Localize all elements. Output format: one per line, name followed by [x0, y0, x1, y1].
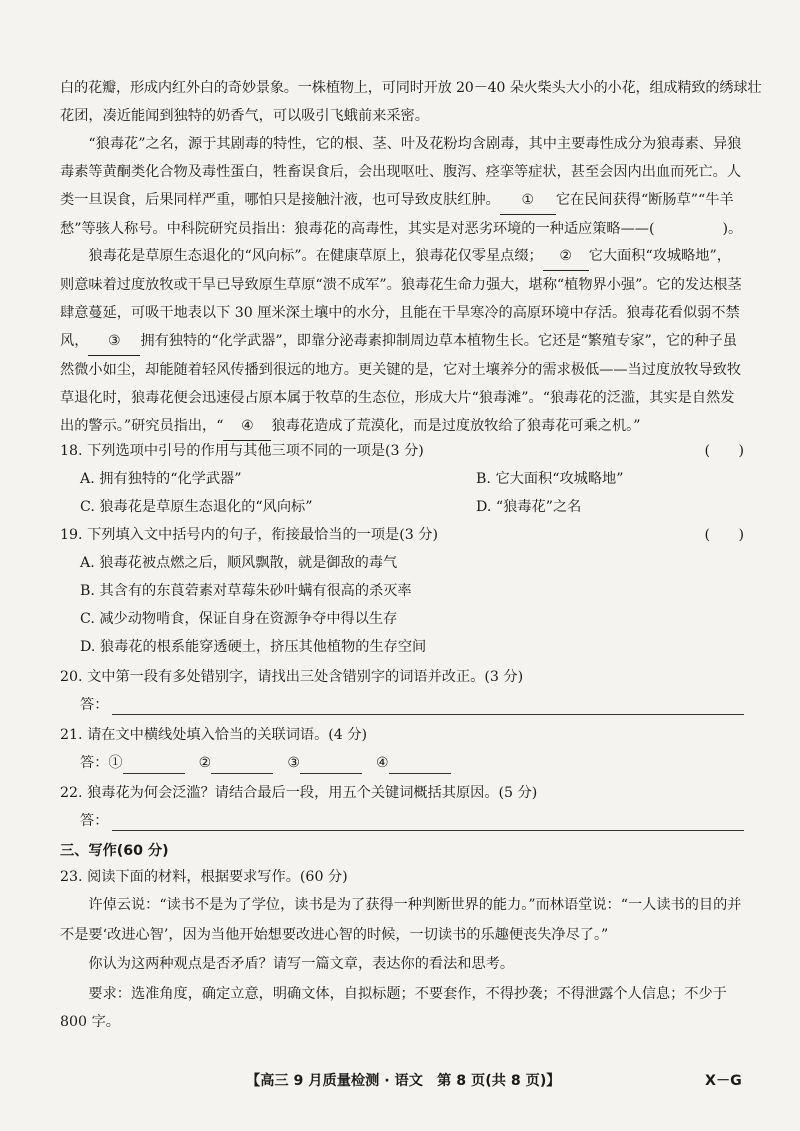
page-footer-code: X－G [705, 1073, 742, 1089]
question-18-option-c[interactable]: C. 狼毒花是草原生态退化的“风向标” [80, 499, 313, 515]
question-21-num-3: ③ [287, 755, 301, 771]
paragraph-3-text-b: 它大面积“攻城略地”，则意味着过度放牧或干旱已导致原生草原“溃不成军”。狼毒花生命力强大，堪称“植物界小强”。它的发达根茎肆意蔓延，可吸干地表以下 30 厘米深土壤中的水分，且能在干旱寒冷的高原环境中存活。狼毒花看似弱不禁风， [60, 248, 742, 349]
question-19-stem: 19. 下列填入文中括号内的句子，衔接最恰当的一项是(3 分) [60, 527, 438, 543]
paragraph-3-text-a: 狼毒花是草原生态退化的“风向标”。在健康草原上，狼毒花仅零星点缀； [88, 248, 543, 264]
question-21-slot-1[interactable] [123, 757, 185, 774]
question-22-stem: 22. 狼毒花为何会泛滥？请结合最后一段，用五个关键词概括其原因。(5 分) [60, 785, 538, 801]
question-18-option-d[interactable]: D. “狼毒花”之名 [476, 499, 582, 515]
paragraph-2-text-c: )。 [722, 221, 743, 237]
question-22-answer-line[interactable] [112, 810, 744, 831]
question-20-stem: 20. 文中第一段有多处错别字，请找出三处含错别字的词语并改正。(3 分) [60, 669, 524, 685]
question-20-answer-label: 答： [80, 697, 109, 713]
question-21-num-4: ④ [376, 755, 389, 771]
question-19-answer-paren[interactable]: ( ) [704, 527, 744, 543]
passage-paragraph-2 [60, 130, 744, 243]
question-18-stem: 18. 下列选项中引号的作用与其他三项不同的一项是(3 分) [60, 443, 424, 459]
question-21-answer-row [80, 752, 465, 774]
writing-material: 许倬云说：“读书不是为了学位，读书是为了获得一种判断世界的能力。”而林语堂说：“一人读书的目的并不是要‘改进心智’，因为当他开始想要改进心智的时候，一切读书的乐趣便丧失净尽了。” [60, 897, 742, 943]
question-22-answer-label: 答： [80, 813, 109, 829]
page-footer-title: 【高三 9 月质量检测 · 语文 第 8 页(共 8 页)】 [246, 1073, 561, 1089]
question-19-option-d[interactable]: D. 狼毒花的根系能穿透硬土，挤压其他植物的生存空间 [80, 639, 427, 655]
passage-paragraph-1 [60, 74, 762, 130]
paragraph-1-line-2: 花团，凑近能闻到独特的奶香气，可以吸引飞蛾前来采密。 [60, 108, 429, 124]
blank-1: ① [500, 186, 556, 215]
question-19-option-b[interactable]: B. 其含有的东莨菪素对草莓朱砂叶螨有很高的杀灭率 [80, 583, 412, 599]
question-21-slot-2[interactable] [211, 757, 273, 774]
question-19-option-c[interactable]: C. 减少动物啃食，保证自身在资源争夺中得以生存 [80, 611, 398, 627]
paragraph-2-text-a: “狼毒花”之名，源于其剧毒的特性，它的根、茎、叶及花粉均含剧毒，其中主要毒性成分为狼毒素、异狼毒素等黄酮类化合物及毒性蛋白，牲畜误食后，会出现呕吐、腹泻、痉挛等症状，甚至会因内出血而死亡。人类一旦误食，后果同样严重，哪怕只是接触汁液，也可导致皮肤红肿。 [60, 136, 742, 208]
question-23-stem: 23. 阅读下面的材料，根据要求写作。(60 分) [60, 869, 348, 885]
question-21-stem: 21. 请在文中横线处填入恰当的关联词语。(4 分) [60, 727, 368, 743]
writing-prompt: 你认为这两种观点是否矛盾？请写一篇文章，表达你的看法和思考。 [88, 956, 515, 972]
question-19-option-a[interactable]: A. 狼毒花被点燃之后，顺风飘散，就是御敌的毒气 [80, 555, 398, 571]
question-21-slot-4[interactable] [389, 757, 451, 774]
section-writing-heading: 三、写作(60 分) [60, 843, 169, 859]
writing-requirements: 要求：选准角度，确定立意，明确文体，自拟标题；不要套作，不得抄袭；不得泄露个人信息；不少于 800 字。 [60, 986, 727, 1030]
blank-2: ② [543, 242, 589, 271]
blank-4: ④ [223, 412, 271, 441]
paragraph-2-text-b: 它在民间获得“断肠草”“牛羊愁”等骇人称号。中科院研究员指出：狼毒花的高毒性，其实是对恶劣环境的一种适应策略——( [60, 192, 734, 237]
question-21-num-2: ② [198, 755, 212, 771]
paragraph-3-text-c: 拥有独特的“化学武器”，即靠分泌毒素抑制周边草本植物生长。它还是“繁殖专家”，它的种子虽然微小如尘，却能随着轻风传播到很远的地方。更关键的是，它对土壤养分的需求极低——当过度放牧导致牧草退化时，狼毒花便会迅速侵占原本属于牧草的生态位，形成大片“狼毒滩”。“狼毒花的泛滥，其实是自然发出的警示。”研究员指出，“ [60, 333, 742, 434]
question-21-slot-3[interactable] [300, 757, 362, 774]
paragraph-3-text-d: 狼毒花造成了荒漠化，而是过度放牧给了狼毒花可乘之机。” [271, 418, 641, 434]
blank-3: ③ [88, 327, 140, 356]
question-20-answer-line[interactable] [112, 694, 744, 715]
question-18-answer-paren[interactable]: ( ) [704, 443, 744, 459]
paragraph-1-line-1: 白的花瓣，形成内红外白的奇妙景象。一株植物上，可同时开放 20－40 朵火柴头大小的小花，组成精致的绣球壮 [60, 80, 762, 96]
question-18-option-a[interactable]: A. 拥有独特的“化学武器” [80, 471, 242, 487]
question-21-answer-label: 答：① [80, 755, 123, 771]
question-18-option-b[interactable]: B. 它大面积“攻城略地” [476, 471, 624, 487]
passage-paragraph-3 [60, 242, 744, 441]
